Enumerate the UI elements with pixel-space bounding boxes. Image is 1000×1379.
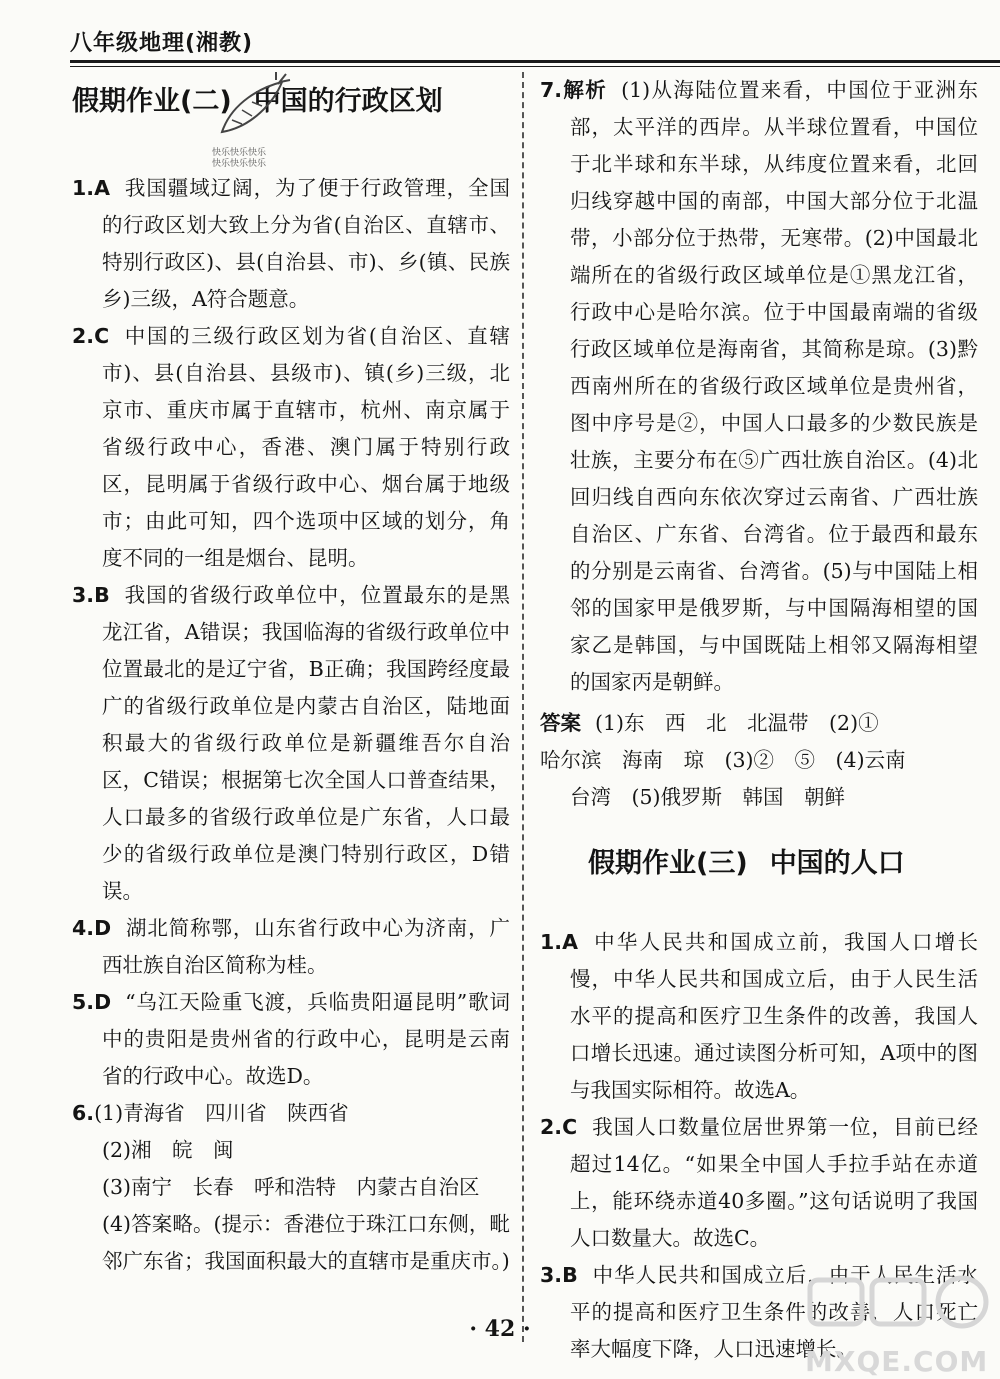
item-choice: D (94, 990, 112, 1014)
item-subline: (3)南宁 长春 呼和浩特 内蒙古自治区 (102, 1175, 480, 1199)
section-number: 假期作业(二) (72, 86, 232, 117)
item-subline: (2)湘 皖 闽 (102, 1138, 234, 1162)
right-column (540, 72, 978, 1368)
item-text: (1)青海省 四川省 陕西省 (94, 1101, 349, 1125)
item-subline: (4)答案略。(提示：香港位于珠江口东侧，毗邻广东省；我国面积最大的直辖市是重庆市。) (102, 1212, 510, 1273)
column-divider (522, 72, 524, 1342)
item-number: 1. (540, 930, 563, 954)
answer-label: 答案 (540, 711, 581, 735)
item-text: (1)从海陆位置来看，中国位于亚洲东部，太平洋的西岸。从半球位置看，中国位于北半球和东半球，从纬度位置来看，北回归线穿越中国的南部，中国大部分位于北温带，小部分位于热带，无寒带。(2)中国最北端所在的省级行政区域单位是①黑龙江省，行政中心是哈尔滨。位于中国最南端的省级行政区域单位是海南省，其简称是琼。(3)黔西南州所在的省级行政区域单位是贵州省，图中序号是②，中国人口最多的少数民族是壮族，主要分布在⑤广西壮族自治区。(4)北回归线自西向东依次穿过云南省、广西壮族自治区、广东省、台湾省。位于最西和最东的分别是云南省、台湾省。(5)与中国陆上相邻的国家甲是俄罗斯，与中国隔海相望的国家乙是韩国，与中国既陆上相邻又隔海相望的国家丙是朝鲜。 (570, 78, 979, 694)
item-number: 1. (72, 176, 95, 200)
answer-block (540, 705, 978, 816)
item-text: 我国的省级行政单位中，位置最东的是黑龙江省，A错误；我国临海的省级行政单位中位置最北的是辽宁省，B正确；我国跨经度最广的省级行政单位是内蒙古自治区，陆地面积最大的省级行政单位是新疆维吾尔自治区，C错误；根据第七次全国人口普查结果，人口最多的省级行政单位是广东省，人口最少的省级行政单位是澳门特别行政区，D错误。 (102, 583, 510, 903)
answer-item-2 (72, 318, 510, 577)
section-number: 假期作业(三) (588, 848, 748, 879)
answer-line: (1)东 西 北 北温带 (2)① (595, 711, 879, 735)
answer-line: 哈尔滨 海南 琼 (3)② ⑤ (4)云南 (540, 748, 906, 772)
item-text: “乌江天险重飞渡，兵临贵阳逼昆明”歌词中的贵阳是贵州省的行政中心，昆明是云南省的行政中心。故选D。 (102, 990, 510, 1088)
section-topic: 中国的行政区划 (253, 86, 443, 117)
item-text: 中国的三级行政区划为省(自治区、直辖市)、县(自治县、县级市)、镇(乡)三级，北京市、重庆市属于直辖市，杭州、南京属于省级行政中心，香港、澳门属于特别行政区，昆明属于省级行政中心、烟台属于地级市；由此可知，四个选项中区域的划分，角度不同的一组是烟台、昆明。 (102, 324, 510, 570)
left-column (72, 72, 510, 1280)
item-number: 3. (540, 1263, 563, 1287)
page-number: · 42 · (469, 1316, 531, 1342)
answer-item-2 (540, 1109, 978, 1257)
decor-line: 快乐快乐快乐 (212, 148, 267, 158)
section-title-2 (72, 72, 510, 132)
item-text: 中华人民共和国成立前，我国人口增长慢，中华人民共和国成立后，由于人民生活水平的提高和医疗卫生条件的改善，我国人口增长迅速。通过读图分析可知，A项中的图与我国实际相符。故选A。 (570, 930, 978, 1102)
answer-item-1 (72, 170, 510, 318)
header-rule (70, 60, 1000, 63)
item-choice: D (94, 916, 112, 940)
header-rule-thin (70, 66, 1000, 67)
analysis-label: 解析 (562, 78, 608, 102)
answer-item-7 (540, 72, 978, 701)
page-header (70, 18, 1000, 66)
item-text: 我国人口数量位居世界第一位，目前已经超过14亿。“如果全中国人手拉手站在赤道上，能环绕赤道40多圈。”这句话说明了我国人口数量大。故选C。 (570, 1115, 978, 1250)
decor-caption (212, 148, 266, 170)
item-choice: B (562, 1263, 578, 1287)
item-text: 中华人民共和国成立后，由于人民生活水平的提高和医疗卫生条件的改善，人口死亡率大幅度下降，人口迅速增长。 (570, 1263, 978, 1361)
item-number: 5. (72, 990, 95, 1014)
carrot-icon (212, 72, 292, 142)
item-choice: B (94, 583, 110, 607)
item-choice: A (94, 176, 110, 200)
item-text: 湖北简称鄂，山东省行政中心为济南，广西壮族自治区简称为桂。 (102, 916, 510, 977)
watermark-text: MXQE.COM (805, 1345, 989, 1378)
item-choice: A (562, 930, 578, 954)
answer-item-4 (72, 910, 510, 984)
answer-line: 台湾 (5)俄罗斯 韩国 朝鲜 (570, 785, 846, 809)
item-number: 2. (540, 1115, 563, 1139)
decor-line: 快乐快乐快乐 (212, 159, 267, 169)
header-title: 八年级地理(湘教) (70, 31, 254, 56)
section-title-3 (540, 834, 978, 894)
item-number: 2. (72, 324, 95, 348)
answer-item-6 (72, 1095, 510, 1132)
item-number: 7. (540, 78, 563, 102)
item-choice: C (562, 1115, 578, 1139)
answer-item-5 (72, 984, 510, 1095)
section-topic: 中国的人口 (769, 848, 905, 879)
item-text: 我国疆域辽阔，为了便于行政管理，全国的行政区划大致上分为省(自治区、直辖市、特别行政区)、县(自治县、市)、乡(镇、民族乡)三级，A符合题意。 (102, 176, 510, 311)
item-number: 4. (72, 916, 95, 940)
item-number: 3. (72, 583, 95, 607)
answer-item-3 (72, 577, 510, 910)
item-choice: C (94, 324, 110, 348)
item-number: 6. (72, 1101, 95, 1125)
answer-item-1 (540, 924, 978, 1109)
